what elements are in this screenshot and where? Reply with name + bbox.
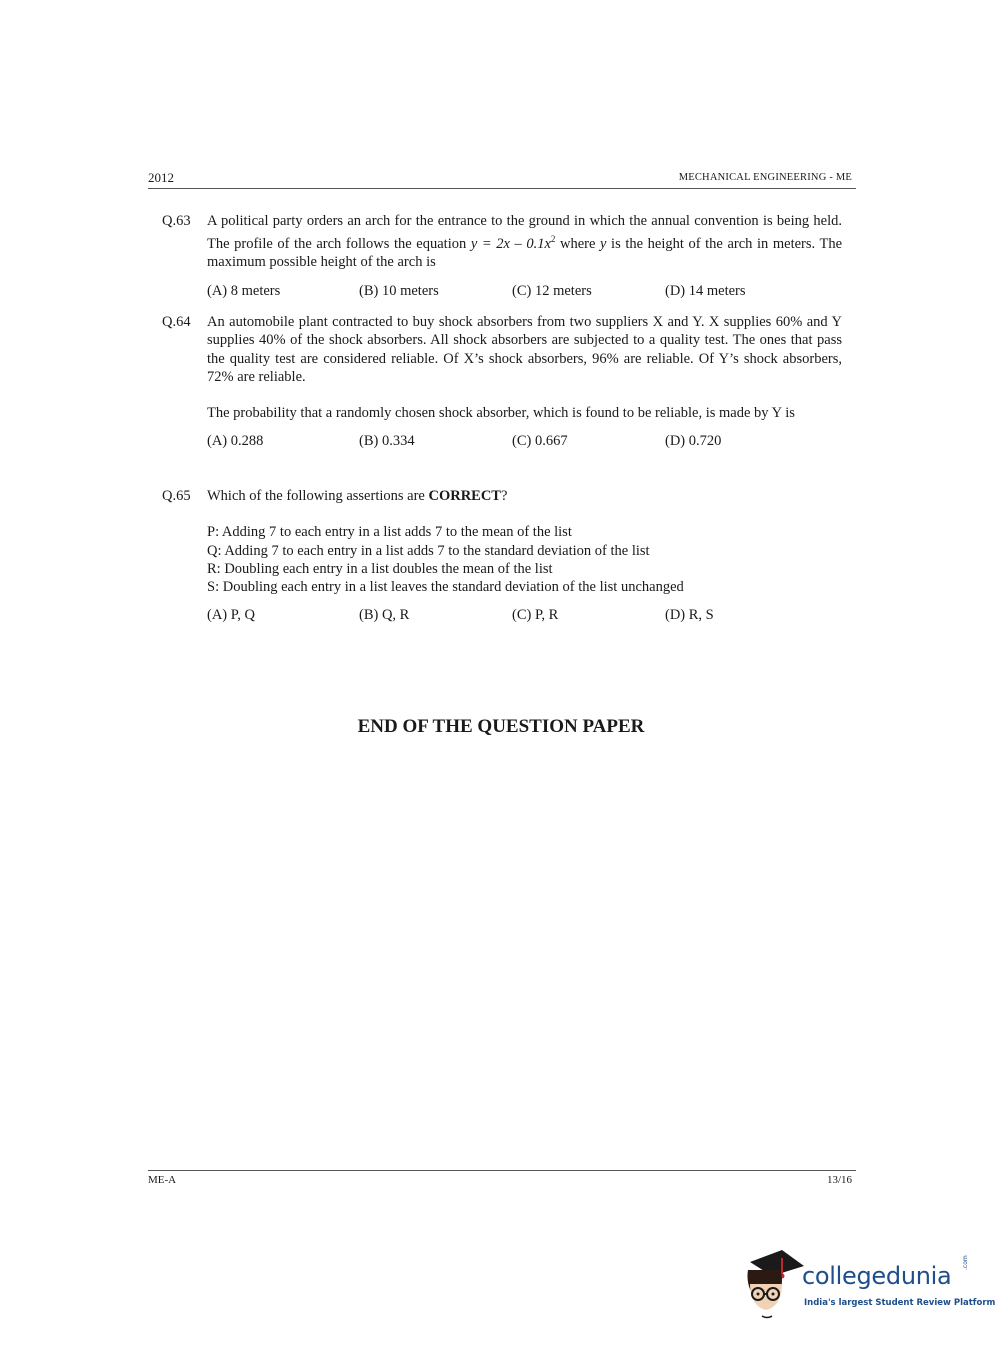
statement-list — [207, 523, 842, 596]
page-header — [148, 170, 856, 189]
footer-code: ME-A — [148, 1174, 177, 1186]
emphasis-correct: CORRECT — [428, 488, 501, 504]
question-prompt: The probability that a randomly chosen shock absorber, which is found to be reliable, is made by Y is — [207, 405, 795, 422]
collegedunia-logo — [742, 1248, 996, 1320]
option-d: (D) 0.720 — [665, 433, 722, 450]
option-c: (C) 12 meters — [512, 282, 592, 299]
option-d: (D) 14 meters — [665, 282, 746, 299]
question-65 — [162, 487, 842, 626]
equation-var: y — [470, 236, 478, 253]
option-d: (D) R, S — [665, 607, 714, 624]
question-number: Q.65 — [162, 488, 191, 504]
header-year: 2012 — [148, 170, 174, 185]
option-a: (A) P, Q — [207, 607, 255, 624]
statement-p: P: Adding 7 to each entry in a list adds 7 to the mean of the list — [207, 524, 572, 541]
question-number: Q.64 — [162, 314, 191, 330]
statement-r: R: Doubling each entry in a list doubles the mean of the list — [207, 560, 553, 577]
page-footer — [148, 1170, 856, 1186]
question-text: A political party orders an arch for the entrance to the ground in which the annual convention is being held. The profile of the arch follows the equation $y = 2x - 0.1x^2$ where y is the height of the arch in meters. The maximum possible height of the arch is — [207, 213, 843, 271]
question-63 — [162, 212, 842, 302]
option-b: (B) 10 meters — [359, 282, 439, 299]
option-c: (C) 0.667 — [512, 433, 568, 450]
statement-s: S: Doubling each entry in a list leaves the standard deviation of the list unchanged — [207, 579, 684, 596]
question-number: Q.63 — [162, 213, 191, 229]
equation-exponent: 2 — [550, 234, 556, 245]
logo-tagline: India's largest Student Review Platform — [804, 1298, 996, 1308]
options-row — [207, 606, 842, 626]
options-row — [207, 282, 842, 302]
logo-domain: .com — [962, 1255, 969, 1270]
equation-rhs: = 2x – 0.1x — [477, 236, 551, 253]
student-mascot-icon — [742, 1248, 804, 1320]
end-of-paper-heading: END OF THE QUESTION PAPER — [357, 716, 645, 737]
options-row — [207, 432, 842, 452]
option-a: (A) 8 meters — [207, 282, 281, 299]
option-c: (C) P, R — [512, 607, 559, 624]
footer-page-number: 13/16 — [826, 1174, 852, 1186]
statement-q: Q: Adding 7 to each entry in a list adds 7 to the standard deviation of the list — [207, 542, 650, 559]
option-a: (A) 0.288 — [207, 433, 264, 450]
option-b: (B) Q, R — [359, 607, 410, 624]
option-b: (B) 0.334 — [359, 433, 415, 450]
question-64 — [162, 313, 842, 452]
question-text: An automobile plant contracted to buy shock absorbers from two suppliers X and Y. X supplies 60% and Y supplies 40% of the shock absorbers. All shock absorbers are subjected to a quality test. The ones that pass the quality test are considered reliable. Of X’s shock absorbers, 96% are reliable. Of Y’s shock absorbers, 72% are reliable. The probability that a randomly chosen shock absorber, which is found to be reliable, is made by Y is — [207, 314, 842, 422]
header-subject: MECHANICAL ENGINEERING - ME — [678, 172, 852, 183]
question-text: Which of the following assertions are CORRECT? P: Adding 7 to each entry in a list adds 7 to the mean of the list Q: Adding 7 to each entry in a list adds 7 to the standard deviation of the list R: Doubling each entry in a list doubles the mean of the list S: Doubling each entry in a list leaves the standard deviation of the list unchanged — [207, 487, 842, 596]
logo-brand: collegedunia — [802, 1262, 952, 1290]
